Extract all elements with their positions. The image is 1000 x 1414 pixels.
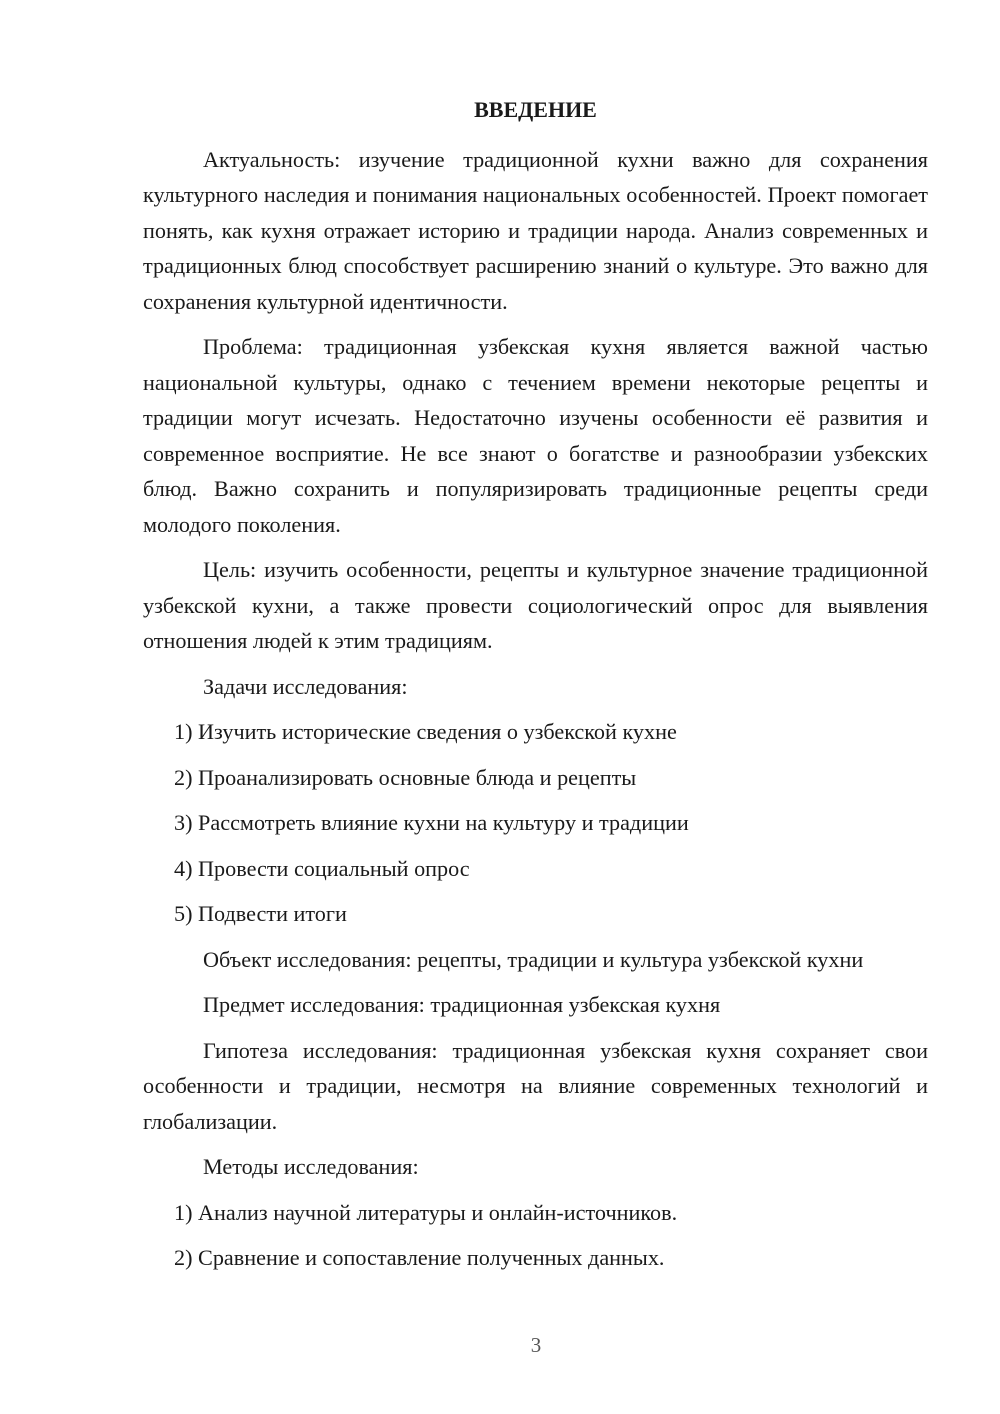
task-item: 4) Провести социальный опрос <box>174 855 470 881</box>
task-item: 5) Подвести итоги <box>174 901 347 926</box>
goal-paragraph: Цель: изучить особенности, рецепты и культурное значение традиционной узбекской кухни, а также провести социологический опрос для выявления отношения людей к этим традициям. <box>143 557 928 653</box>
page-number: 3 <box>530 1333 542 1357</box>
task-item: 2) Проанализировать основные блюда и рецепты <box>174 764 637 790</box>
methods-title: Методы исследования: <box>203 1154 419 1179</box>
relevance-paragraph: Актуальность: изучение традиционной кухни важно для сохранения культурного наследия и понимания национальных особенностей. Проект помогает понять, как кухня отражает историю и традиции народа. Анализ современных и традиционных блюд способствует расширению знаний о культуре. Это важно для сохранения культурной идентичности. <box>143 146 928 314</box>
problem-paragraph: Проблема: традиционная узбекская кухня является важной частью национальной культуры, однако с течением времени некоторые рецепты и традиции могут исчезать. Недостаточно изучены особенности её развития и современное восприятие. Не все знают о богатстве и разнообразии узбекских блюд. Важно сохранить и популяризировать традиционные рецепты среди молодого поколения. <box>143 334 928 537</box>
section-heading: ВВЕДЕНИЕ <box>474 97 597 122</box>
tasks-title: Задачи исследования: <box>203 673 408 699</box>
method-item: 2) Сравнение и сопоставление полученных данных. <box>174 1245 665 1270</box>
document-page <box>143 92 928 1286</box>
task-item: 3) Рассмотреть влияние кухни на культуру и традиции <box>174 810 689 835</box>
method-item: 1) Анализ научной литературы и онлайн-источников. <box>174 1199 678 1225</box>
hypothesis-paragraph: Гипотеза исследования: традиционная узбекская кухня сохраняет свои особенности и традиции, несмотря на влияние современных технологий и глобализации. <box>143 1037 928 1134</box>
subject-paragraph: Предмет исследования: традиционная узбекская кухня <box>203 992 721 1017</box>
object-paragraph: Объект исследования: рецепты, традиции и культура узбекской кухни <box>203 946 864 972</box>
task-item: 1) Изучить исторические сведения о узбекской кухне <box>174 719 677 744</box>
